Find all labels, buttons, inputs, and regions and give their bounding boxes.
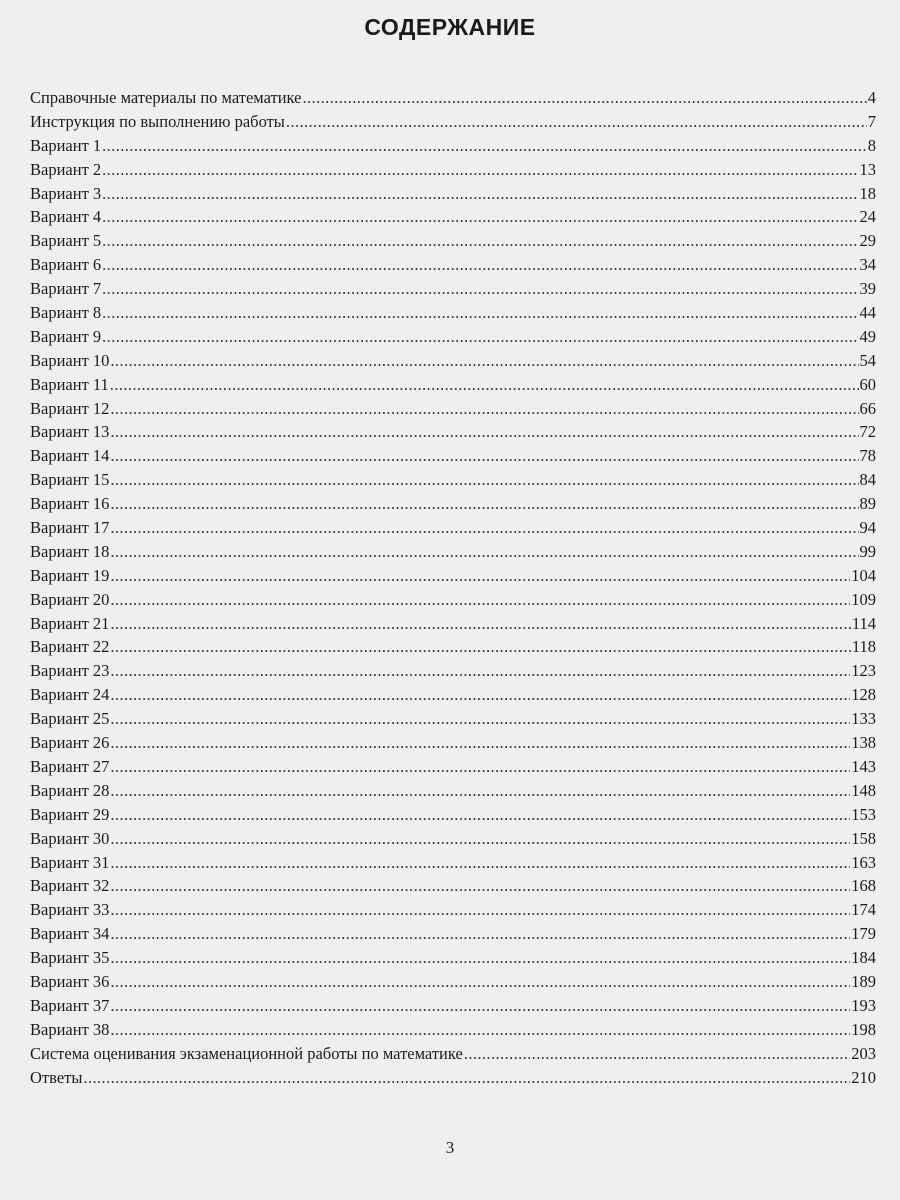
table-of-contents — [30, 86, 876, 1089]
toc-entry — [30, 253, 876, 277]
toc-entry-page: 138 — [851, 733, 876, 753]
toc-entry — [30, 970, 876, 994]
toc-entry-title: Вариант 3 — [30, 183, 102, 203]
toc-entry-page: 34 — [859, 255, 876, 275]
toc-entry-page: 104 — [851, 565, 876, 585]
toc-entry-page: 174 — [851, 900, 876, 920]
toc-entry — [30, 707, 876, 731]
toc-entry — [30, 301, 876, 325]
toc-entry-page: 60 — [859, 374, 876, 394]
dot-leader — [110, 516, 858, 540]
toc-entry-title: Вариант 16 — [30, 494, 110, 514]
toc-entry — [30, 755, 876, 779]
dot-leader — [110, 468, 858, 492]
dot-leader — [102, 205, 858, 229]
toc-entry-page: 24 — [859, 207, 876, 227]
dot-leader — [102, 158, 858, 182]
toc-entry-title: Вариант 10 — [30, 350, 110, 370]
dot-leader — [110, 349, 858, 373]
toc-entry — [30, 612, 876, 636]
toc-entry-page: 158 — [851, 828, 876, 848]
toc-entry-page: 18 — [859, 183, 876, 203]
toc-entry-page: 13 — [859, 159, 876, 179]
dot-leader — [110, 803, 850, 827]
toc-entry-title: Вариант 13 — [30, 422, 110, 442]
dot-leader — [110, 994, 850, 1018]
toc-entry-title: Вариант 37 — [30, 995, 110, 1015]
dot-leader — [110, 731, 850, 755]
dot-leader — [110, 635, 850, 659]
toc-entry — [30, 397, 876, 421]
toc-entry-title: Справочные материалы по математике — [30, 88, 302, 107]
dot-leader — [110, 444, 858, 468]
toc-entry — [30, 874, 876, 898]
toc-entry-page: 148 — [851, 780, 876, 800]
toc-entry — [30, 731, 876, 755]
toc-entry-page: 29 — [859, 231, 876, 251]
dot-leader — [110, 898, 850, 922]
toc-entry-title: Ответы — [30, 1067, 83, 1087]
toc-entry-title: Вариант 21 — [30, 613, 110, 633]
toc-entry — [30, 683, 876, 707]
toc-entry-title: Вариант 18 — [30, 541, 110, 561]
dot-leader — [110, 779, 850, 803]
toc-entry — [30, 444, 876, 468]
dot-leader — [286, 110, 867, 134]
toc-entry — [30, 516, 876, 540]
toc-entry-page: 114 — [851, 613, 876, 633]
toc-entry-title: Вариант 33 — [30, 900, 110, 920]
toc-entry — [30, 110, 876, 134]
toc-entry-page: 84 — [859, 470, 876, 490]
toc-entry-page: 203 — [851, 1043, 876, 1063]
toc-entry-title: Вариант 26 — [30, 733, 110, 753]
toc-entry — [30, 349, 876, 373]
toc-entry-page: 78 — [859, 446, 876, 466]
dot-leader — [102, 229, 858, 253]
toc-entry-page: 44 — [859, 303, 876, 323]
toc-entry-title: Вариант 36 — [30, 971, 110, 991]
toc-entry — [30, 134, 876, 158]
dot-leader — [110, 1018, 850, 1042]
toc-entry-title: Вариант 28 — [30, 780, 110, 800]
toc-entry-title: Вариант 11 — [30, 374, 109, 394]
dot-leader — [110, 922, 850, 946]
toc-entry-page: 54 — [859, 350, 876, 370]
dot-leader — [110, 564, 850, 588]
dot-leader — [102, 277, 858, 301]
toc-entry-title: Вариант 14 — [30, 446, 110, 466]
toc-entry-title: Вариант 23 — [30, 661, 110, 681]
toc-entry — [30, 205, 876, 229]
dot-leader — [83, 1066, 850, 1090]
toc-entry-page: 163 — [851, 852, 876, 872]
toc-entry-page: 66 — [859, 398, 876, 418]
toc-entry-page: 179 — [851, 924, 876, 944]
page-number: 3 — [445, 1138, 455, 1157]
dot-leader — [110, 827, 850, 851]
toc-entry — [30, 1066, 876, 1090]
toc-entry-title: Вариант 27 — [30, 756, 110, 776]
toc-entry-title: Вариант 5 — [30, 231, 102, 251]
dot-leader — [110, 492, 858, 516]
toc-entry — [30, 158, 876, 182]
dot-leader — [110, 612, 850, 636]
toc-entry-title: Вариант 7 — [30, 279, 102, 299]
toc-entry — [30, 229, 876, 253]
toc-entry-page: 168 — [851, 876, 876, 896]
page-title: СОДЕРЖАНИЕ — [364, 14, 536, 40]
toc-entry-title: Вариант 34 — [30, 924, 110, 944]
toc-entry — [30, 564, 876, 588]
toc-entry-title: Вариант 9 — [30, 326, 102, 346]
toc-entry-page: 99 — [859, 541, 876, 561]
toc-entry — [30, 277, 876, 301]
toc-entry-page: 128 — [851, 685, 876, 705]
toc-entry-page: 143 — [851, 756, 876, 776]
dot-leader — [110, 755, 850, 779]
toc-entry-title: Вариант 20 — [30, 589, 110, 609]
dot-leader — [110, 683, 850, 707]
toc-entry — [30, 1018, 876, 1042]
toc-entry-page: 109 — [851, 589, 876, 609]
dot-leader — [464, 1042, 850, 1066]
toc-entry-page: 49 — [859, 326, 876, 346]
toc-entry — [30, 1042, 876, 1066]
toc-entry-title: Вариант 17 — [30, 518, 110, 538]
dot-leader — [110, 373, 859, 397]
toc-entry-page: 184 — [851, 948, 876, 968]
toc-entry-title: Вариант 19 — [30, 565, 110, 585]
dot-leader — [102, 182, 858, 206]
dot-leader — [110, 659, 850, 683]
toc-entry — [30, 86, 876, 110]
toc-entry-page: 189 — [851, 971, 876, 991]
toc-entry-page: 210 — [851, 1067, 876, 1087]
toc-entry-page: 72 — [859, 422, 876, 442]
toc-entry-title: Вариант 1 — [30, 135, 102, 155]
toc-entry — [30, 373, 876, 397]
toc-entry — [30, 827, 876, 851]
toc-entry — [30, 946, 876, 970]
toc-entry-title: Вариант 15 — [30, 470, 110, 490]
toc-entry-title: Вариант 6 — [30, 255, 102, 275]
dot-leader — [303, 86, 867, 110]
toc-entry — [30, 851, 876, 875]
toc-entry-page: 118 — [851, 637, 876, 657]
toc-entry — [30, 540, 876, 564]
toc-entry-page: 8 — [867, 135, 876, 155]
dot-leader — [102, 134, 867, 158]
toc-entry-title: Вариант 22 — [30, 637, 110, 657]
toc-entry-title: Вариант 12 — [30, 398, 110, 418]
dot-leader — [102, 325, 858, 349]
toc-entry-page: 153 — [851, 804, 876, 824]
dot-leader — [110, 970, 850, 994]
dot-leader — [110, 851, 850, 875]
dot-leader — [110, 397, 858, 421]
toc-entry-title: Вариант 8 — [30, 303, 102, 323]
toc-entry-page: 123 — [851, 661, 876, 681]
toc-entry-title: Система оценивания экзаменационной работы по математике — [30, 1043, 463, 1063]
toc-entry-page: 7 — [867, 111, 876, 131]
toc-entry-title: Вариант 38 — [30, 1019, 110, 1039]
dot-leader — [110, 707, 850, 731]
toc-entry-title: Вариант 35 — [30, 948, 110, 968]
toc-entry-title: Вариант 32 — [30, 876, 110, 896]
toc-entry — [30, 588, 876, 612]
toc-entry-title: Инструкция по выполнению работы — [30, 111, 285, 131]
dot-leader — [110, 946, 850, 970]
toc-entry-title: Вариант 25 — [30, 709, 110, 729]
toc-entry — [30, 922, 876, 946]
toc-entry — [30, 994, 876, 1018]
toc-entry — [30, 325, 876, 349]
toc-entry-title: Вариант 24 — [30, 685, 110, 705]
dot-leader — [110, 540, 858, 564]
toc-entry-title: Вариант 2 — [30, 159, 102, 179]
toc-entry-title: Вариант 30 — [30, 828, 110, 848]
dot-leader — [110, 588, 850, 612]
toc-entry-title: Вариант 31 — [30, 852, 110, 872]
toc-entry — [30, 659, 876, 683]
toc-entry-page: 94 — [859, 518, 876, 538]
toc-entry — [30, 803, 876, 827]
toc-entry-page: 133 — [851, 709, 876, 729]
toc-entry-page: 4 — [867, 88, 876, 107]
toc-entry-page: 198 — [851, 1019, 876, 1039]
dot-leader — [110, 420, 858, 444]
toc-entry-page: 39 — [859, 279, 876, 299]
toc-entry-title: Вариант 29 — [30, 804, 110, 824]
toc-entry — [30, 468, 876, 492]
toc-entry — [30, 182, 876, 206]
dot-leader — [110, 874, 850, 898]
toc-entry-page: 89 — [859, 494, 876, 514]
toc-entry — [30, 492, 876, 516]
toc-entry-page: 193 — [851, 995, 876, 1015]
toc-entry — [30, 779, 876, 803]
toc-entry-title: Вариант 4 — [30, 207, 102, 227]
toc-entry — [30, 898, 876, 922]
dot-leader — [102, 253, 858, 277]
toc-entry — [30, 635, 876, 659]
dot-leader — [102, 301, 858, 325]
toc-entry — [30, 420, 876, 444]
